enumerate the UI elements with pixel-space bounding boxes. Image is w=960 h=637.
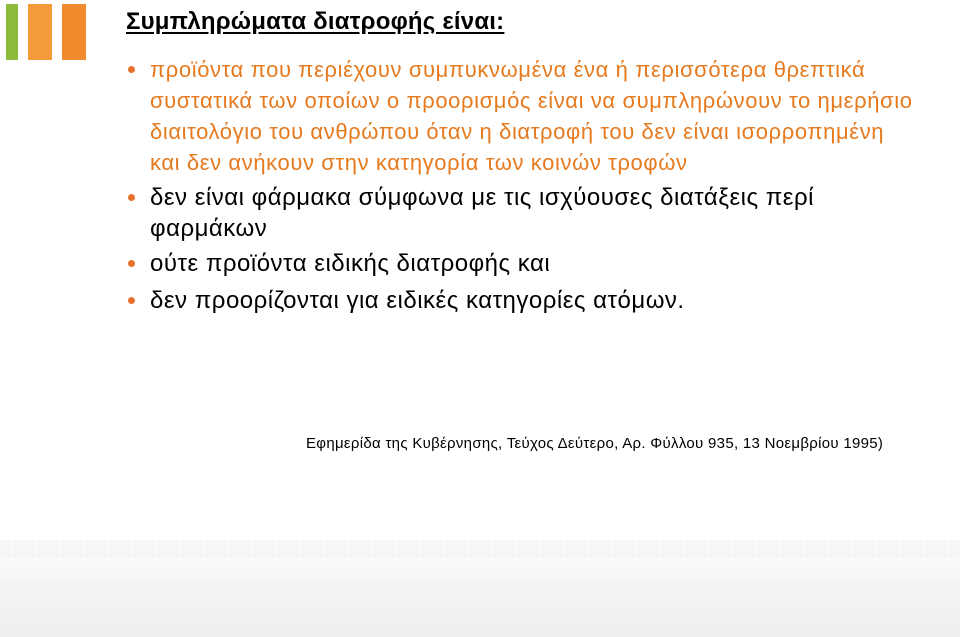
bullet-list bbox=[126, 54, 916, 320]
bullet-dot-icon bbox=[128, 194, 135, 201]
bullet-dot-icon bbox=[128, 66, 135, 73]
bullet-text: δεν είναι φάρμακα σύμφωνα με τις ισχύουσες διατάξεις περί φαρμάκων bbox=[150, 184, 814, 242]
bullet-text: δεν προορίζονται για ειδικές κατηγορίες ατόμων. bbox=[150, 287, 685, 314]
bullet-item bbox=[126, 285, 916, 316]
slide-title: Συμπληρώματα διατροφής είναι: bbox=[126, 8, 505, 35]
bullet-item bbox=[126, 54, 916, 178]
decorative-square-orange-2 bbox=[62, 4, 86, 60]
bullet-text: ούτε προϊόντα ειδικής διατροφής και bbox=[150, 250, 551, 277]
bullet-text: προϊόντα που περιέχουν συμπυκνωμένα ένα ή περισσότερα θρεπτικά συστατικά των οποίων ο προορισμός είναι να συμπληρώνουν το ημερήσιο διαιτολόγιο του ανθρώπου όταν η διατροφή του δεν είναι ισορροπημένη και δεν ανήκουν στην κατηγορία των κοινών τροφών bbox=[150, 57, 913, 175]
bottom-shadow-band bbox=[0, 540, 960, 637]
decorative-square-orange bbox=[28, 4, 52, 60]
decorative-square-green bbox=[6, 4, 18, 60]
citation: Εφημερίδα της Κυβέρνησης, Τεύχος Δεύτερο, Αρ. Φύλλου 935, 13 Νοεμβρίου 1995) bbox=[306, 435, 884, 452]
bullet-item bbox=[126, 182, 916, 244]
bullet-dot-icon bbox=[128, 297, 135, 304]
bullet-item bbox=[126, 248, 916, 279]
bullet-dot-icon bbox=[128, 260, 135, 267]
